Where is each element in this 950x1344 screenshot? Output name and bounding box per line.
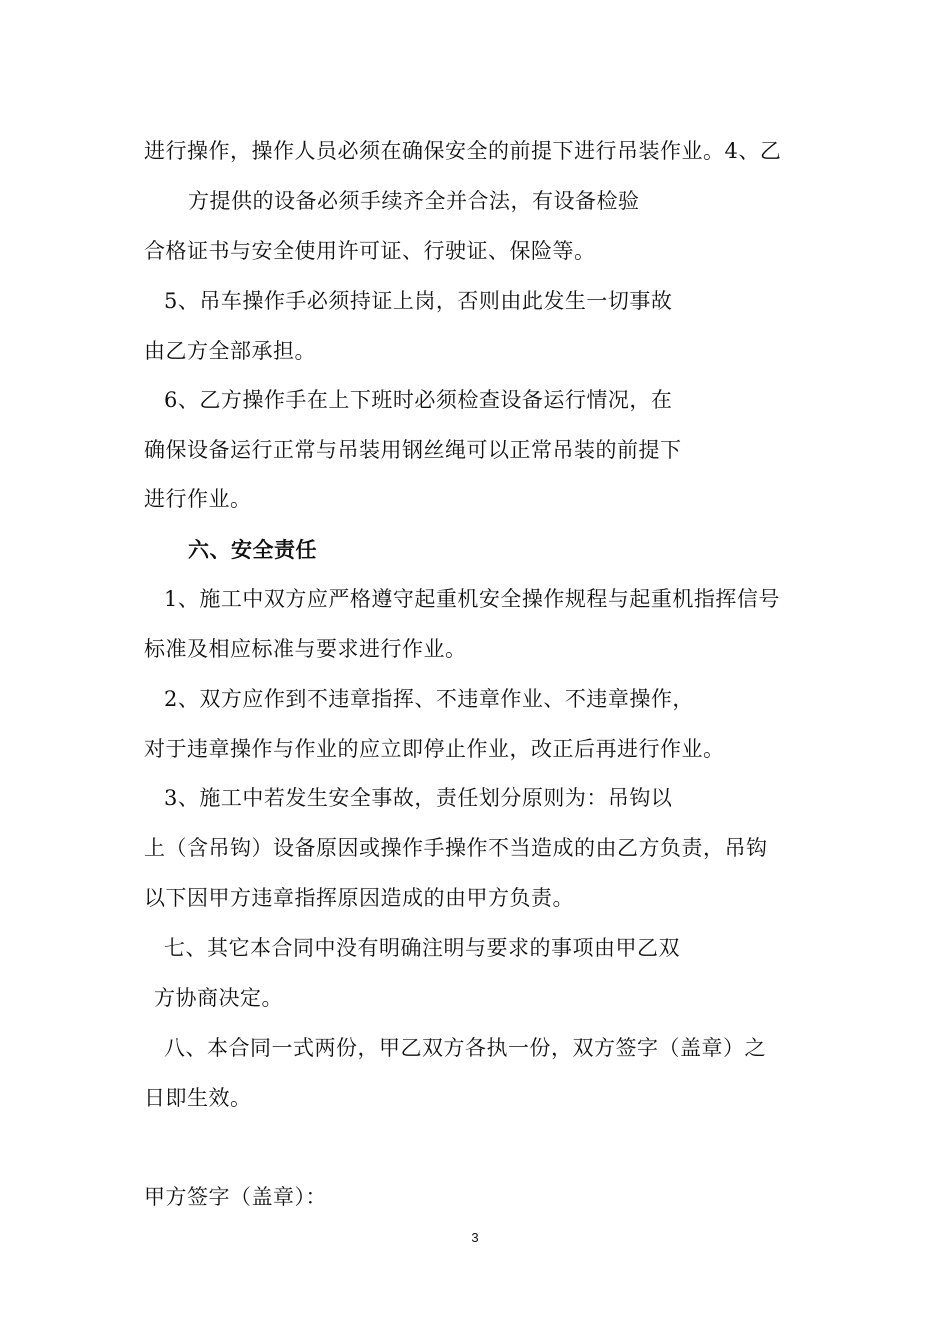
paragraph-line-12: 2、双方应作到不违章指挥、不违章作业、不违章操作， <box>164 687 694 711</box>
paragraph-line-7: 确保设备运行正常与吊装用钢丝绳可以正常吊装的前提下 <box>144 438 682 462</box>
page-number: 3 <box>471 1230 479 1245</box>
paragraph-line-20: 日即生效。 <box>144 1086 252 1110</box>
paragraph-line-10: 1、施工中双方应严格遵守起重机安全操作规程与起重机指挥信号 <box>164 587 780 611</box>
paragraph-line-6: 6、乙方操作手在上下班时必须检查设备运行情况，在 <box>164 388 673 412</box>
paragraph-line-1: 进行操作，操作人员必须在确保安全的前提下进行吊装作业。4、乙 <box>144 139 782 163</box>
paragraph-line-3: 合格证书与安全使用许可证、行驶证、保险等。 <box>144 239 596 263</box>
paragraph-line-5: 由乙方全部承担。 <box>144 339 316 363</box>
paragraph-line-13: 对于违章操作与作业的应立即停止作业，改正后再进行作业。 <box>144 737 725 761</box>
paragraph-line-16: 以下因甲方违章指挥原因造成的由甲方负责。 <box>144 886 574 910</box>
paragraph-line-15: 上（含吊钩）设备原因或操作手操作不当造成的由乙方负责，吊钩 <box>144 836 768 860</box>
paragraph-line-8: 进行作业。 <box>144 487 252 511</box>
paragraph-line-4: 5、吊车操作手必须持证上岗，否则由此发生一切事故 <box>164 289 673 313</box>
section-heading-safety: 六、安全责任 <box>188 537 317 562</box>
paragraph-line-18: 方协商决定。 <box>154 986 283 1010</box>
paragraph-line-17: 七、其它本合同中没有明确注明与要求的事项由甲乙双 <box>164 936 680 960</box>
paragraph-line-14: 3、施工中若发生安全事故，责任划分原则为：吊钩以 <box>164 786 673 810</box>
paragraph-line-2: 方提供的设备必须手续齐全并合法，有设备检验 <box>188 189 640 213</box>
signature-party-a: 甲方签字（盖章）： <box>144 1185 327 1209</box>
paragraph-line-19: 八、本合同一式两份，甲乙双方各执一份，双方签字（盖章）之 <box>164 1036 766 1060</box>
paragraph-line-11: 标准及相应标准与要求进行作业。 <box>144 637 467 661</box>
